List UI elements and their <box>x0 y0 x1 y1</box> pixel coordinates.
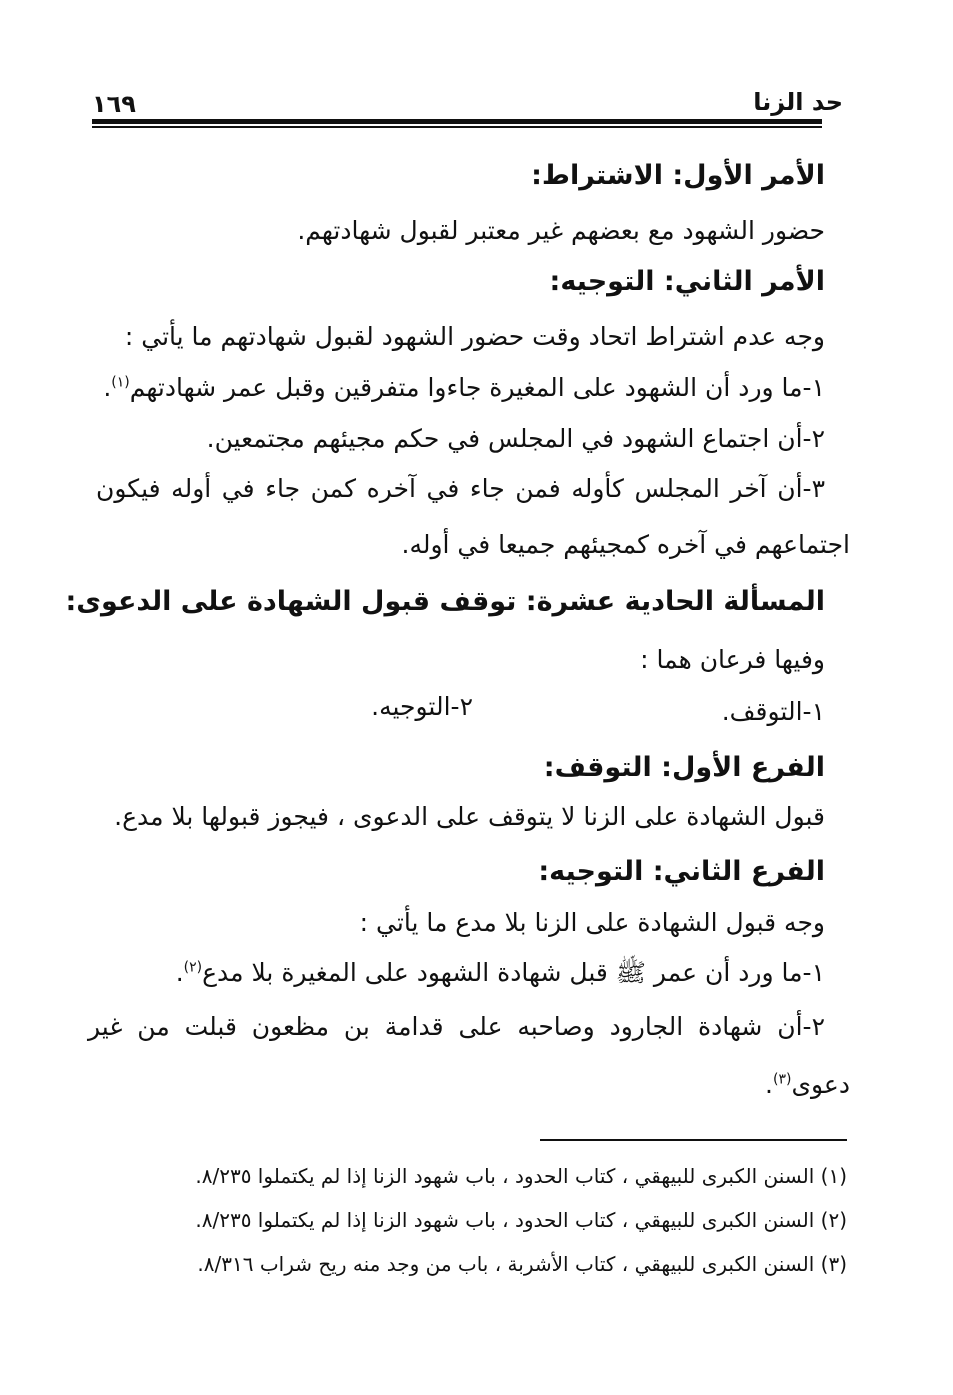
paragraph-line: وجه عدم اشتراط اتحاد وقت حضور الشهود لقبول شهادتهم ما يأتي : <box>124 322 825 351</box>
footnote: (٣) السنن الكبرى للبيهقي ، كتاب الأشربة ، باب من وجد منه ريح شراب ٨/٣١٦. <box>197 1252 847 1276</box>
list-item: ٢-التوجيه. <box>371 692 473 721</box>
heading-second-branch: الفرع الثاني: التوجيه: <box>538 856 825 887</box>
line-text: دعوى <box>791 1070 850 1099</box>
paragraph-line: ٣-أن آخر المجلس كأوله فمن جاء في آخره كمن جاء في أوله فيكون <box>96 474 825 503</box>
line-text: ١-ما ورد أن عمر ﷺ قبل شهادة الشهود على المغيرة بلا مدع <box>202 958 825 987</box>
paragraph-line: وجه قبول الشهادة على الزنا بلا مدع ما يأتي : <box>359 908 825 937</box>
line-end: . <box>175 958 184 987</box>
footnote-ref: (١) <box>111 374 130 391</box>
heading-first-branch: الفرع الأول: التوقف: <box>543 752 825 783</box>
footnote: (٢) السنن الكبرى للبيهقي ، كتاب الحدود ، باب شهود الزنا إذا لم يكتملوا ٨/٢٣٥. <box>195 1208 847 1232</box>
paragraph-line <box>765 1070 850 1099</box>
line-text: ١-ما ورد أن الشهود على المغيرة جاءوا متفرقين وقبل عمر شهادتهم <box>129 373 825 402</box>
footnote: (١) السنن الكبرى للبيهقي ، كتاب الحدود ، باب شهود الزنا إذا لم يكتملوا ٨/٢٣٥. <box>195 1164 847 1188</box>
paragraph-line: قبول الشهادة على الزنا لا يتوقف على الدعوى ، فيجوز قبولها بلا مدع. <box>114 802 825 831</box>
paragraph-line <box>176 957 825 994</box>
line-end: . <box>765 1070 773 1099</box>
footnote-ref: (٣) <box>772 1071 792 1088</box>
paragraph-line: اجتماعهم في آخره كمجيئهم جميعا في أوله. <box>401 530 850 559</box>
footnote-separator <box>540 1139 847 1141</box>
page-number: ١٦٩ <box>92 90 136 118</box>
paragraph-line: وفيها فرعان هما : <box>640 645 825 674</box>
header-rule-thin <box>92 126 822 128</box>
paragraph-line: حضور الشهود مع بعضهم غير معتبر لقبول شهادتهم. <box>297 216 825 245</box>
paragraph-line <box>103 373 825 402</box>
running-header-title: حد الزنا <box>753 88 843 116</box>
footnote-ref: (٢) <box>183 959 203 976</box>
heading-first-matter: الأمر الأول: الاشتراط: <box>531 160 825 191</box>
list-item: ١-التوقف. <box>721 697 825 726</box>
paragraph-line: ٢-أن شهادة الجارود وصاحبه على قدامة بن مظعون قبلت من غير <box>88 1012 825 1041</box>
paragraph-line: ٢-أن اجتماع الشهود في المجلس في حكم مجيئهم مجتمعين. <box>206 424 825 453</box>
heading-second-matter: الأمر الثاني: التوجيه: <box>549 266 825 297</box>
line-end: . <box>103 373 112 402</box>
heading-eleventh-issue: المسألة الحادية عشرة: توقف قبول الشهادة على الدعوى: <box>65 586 825 617</box>
header-rule-thick <box>92 119 822 124</box>
